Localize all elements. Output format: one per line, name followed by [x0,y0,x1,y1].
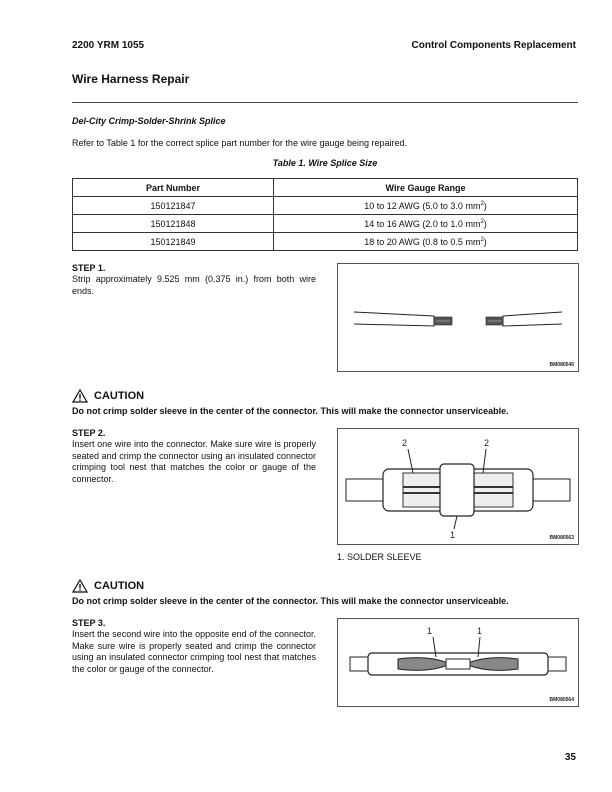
caution-text: Do not crimp solder sleeve in the center of the connector. This will make the connector unserviceable. [72,596,509,606]
table-row [73,233,578,251]
caution-heading [72,579,144,593]
page-title: Wire Harness Repair [72,72,190,86]
step1-figure [337,263,579,372]
gauge-range-cell: 18 to 20 AWG (0.8 to 0.5 $mm^2$) [274,233,578,251]
figure-id: BM080546 [549,362,574,368]
step3-text: Insert the second wire into the opposite end of the connector. Make sure wire is properly seated and crimp the connector using an insulated connector crimping tool nest that matches the color or gauge of the connector. [72,629,316,674]
table-header-row [73,179,578,197]
caution-heading [72,389,144,403]
warning-icon [72,579,88,593]
part-number-cell: 150121847 [73,197,274,215]
step2-figure [337,428,579,545]
header-left: 2200 YRM 1055 [72,40,145,51]
header-right: Control Components Replacement [411,40,576,51]
page-number: 35 [564,752,576,763]
step2-text: Insert one wire into the connector. Make sure wire is properly seated and crimp the connector using an insulated connector crimping tool nest that matches the color or gauge of the connector. [72,439,316,484]
step1-text: Strip approximately 9.525 mm (0.375 in.) from both wire ends. [72,274,316,296]
gauge-range-cell: 10 to 12 AWG (5.0 to 3.0 $mm^2$) [274,197,578,215]
figure-id: BM080563 [549,535,574,541]
step3-heading: STEP 3. [72,618,106,628]
section-subtitle: Del-City Crimp-Solder-Shrink Splice [72,116,226,126]
warning-icon [72,389,88,403]
column-header-part-number: Part Number [73,179,274,197]
figure-id: BM080564 [549,697,574,703]
callout-1: 1 [450,530,456,540]
part-number-cell: 150121848 [73,215,274,233]
wire-splice-table [72,178,578,251]
step3-figure [337,618,579,707]
table-caption: Table 1. Wire Splice Size [272,158,378,168]
table-row [73,215,578,233]
crimped-splice-illustration [338,619,578,706]
gauge-range-cell: 14 to 16 AWG (2.0 to 1.0 $mm^2$) [274,215,578,233]
callout-1-right: 1 [477,626,483,636]
intro-text: Refer to Table 1 for the correct splice part number for the wire gauge being repaired. [72,138,408,148]
part-number-cell: 150121849 [73,233,274,251]
figure-legend: 1. SOLDER SLEEVE [337,552,422,562]
column-header-wire-gauge: Wire Gauge Range [274,179,578,197]
stripped-wires-illustration [338,264,578,371]
caution-label: CAUTION [94,390,145,402]
step2-heading: STEP 2. [72,428,106,438]
caution-text: Do not crimp solder sleeve in the center of the connector. This will make the connector unserviceable. [72,406,509,416]
section-divider [72,102,578,103]
connector-crimp-illustration [338,429,578,544]
callout-2-left: 2 [402,438,408,448]
table-row [73,197,578,215]
caution-label: CAUTION [94,580,145,592]
callout-1-left: 1 [427,626,433,636]
callout-2-right: 2 [484,438,490,448]
step1-heading: STEP 1. [72,263,106,273]
